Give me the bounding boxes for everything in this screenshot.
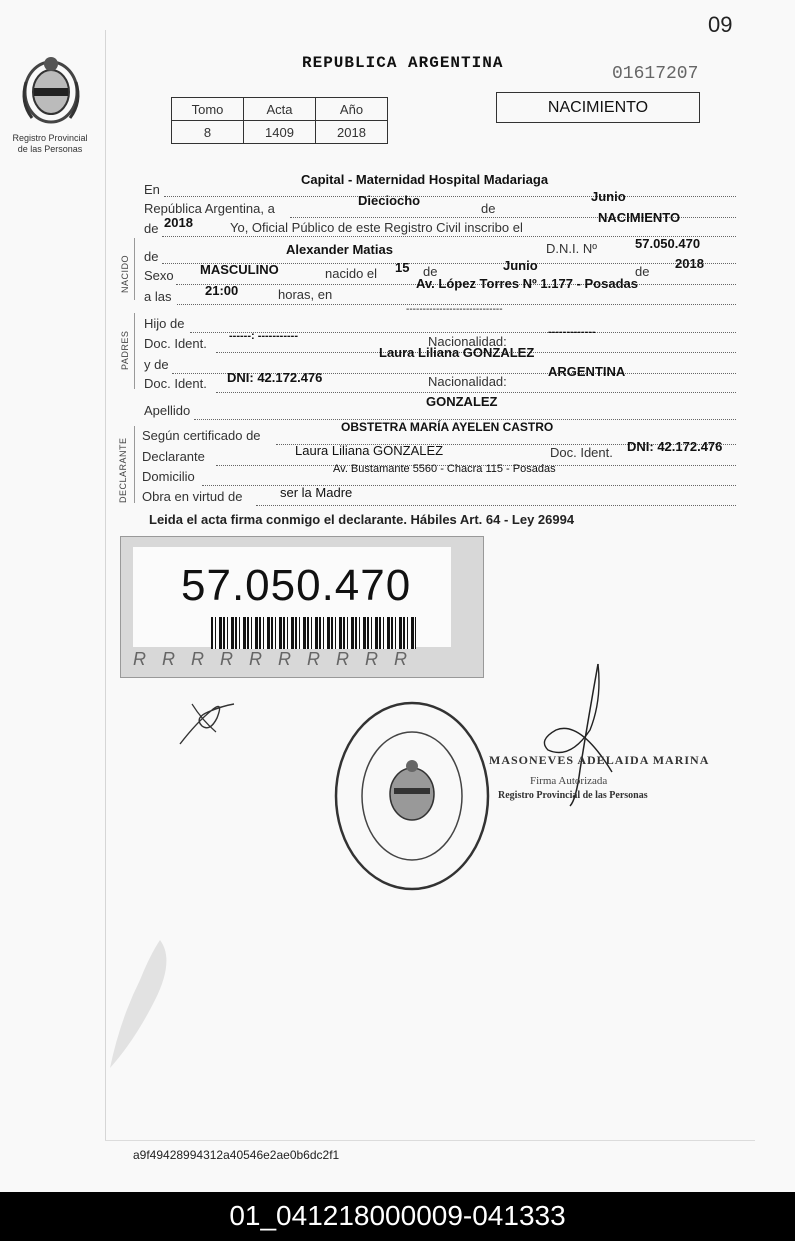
label-de-nacido: de	[144, 249, 159, 264]
footer-filename: 01_041218000009-041333	[229, 1200, 566, 1231]
section-label-declarante: DECLARANTE	[118, 437, 128, 503]
label-nacionalidad2: Nacionalidad:	[428, 374, 507, 389]
value-dni: 57.050.470	[635, 236, 701, 251]
record-type-box: NACIMIENTO	[496, 92, 700, 123]
label-dni: D.N.I. Nº	[546, 241, 597, 256]
label-de3: de	[423, 264, 438, 279]
header-acta: Acta	[244, 98, 316, 121]
label-doc-ident2: Doc. Ident.	[144, 376, 207, 391]
label-y-de: y de	[144, 357, 169, 372]
section-label-nacido: NACIDO	[120, 254, 130, 293]
label-republica: República Argentina, a	[144, 201, 275, 216]
closing-statement: Leida el acta firma conmigo el declarante. Hábiles Art. 64 - Ley 26994	[149, 512, 575, 527]
official-seal-icon	[332, 698, 492, 893]
value-madre-doc: DNI: 42.172.476	[227, 370, 323, 385]
value-mes: Junio	[591, 189, 626, 204]
label-apellido: Apellido	[144, 403, 191, 418]
label-doc-ident1: Doc. Ident.	[144, 336, 207, 351]
province-emblem-icon	[18, 52, 84, 128]
value-anio-nac: 2018	[675, 256, 704, 271]
value-dia-nac: 15	[395, 260, 410, 275]
label-oficial: Yo, Oficial Público de este Registro Civil inscribo el	[230, 220, 523, 235]
registry-table	[171, 97, 388, 144]
value-madre: Laura Liliana GONZALEZ	[379, 345, 535, 360]
value-sexo: MASCULINO	[200, 262, 279, 277]
document-hash: a9f49428994312a40546e2ae0b6dc2f1	[133, 1148, 340, 1162]
value-madre-nac: ARGENTINA	[548, 364, 626, 379]
label-de4: de	[635, 264, 650, 279]
dni-sticker	[120, 536, 484, 678]
value-lugar: Capital - Maternidad Hospital Madariaga	[301, 172, 549, 187]
value-acto: NACIMIENTO	[598, 210, 681, 225]
value-acta: 1409	[244, 121, 316, 144]
section-separator	[134, 426, 135, 503]
logo-caption-line: Registro Provincial	[12, 133, 88, 143]
logo-caption-line: de las Personas	[17, 144, 83, 154]
label-de1: de	[481, 201, 496, 216]
value-domicilio: Av. Bustamante 5560 - Chacra 115 - Posadas	[333, 463, 556, 475]
row-domicilio	[142, 463, 736, 489]
label-hijo-de: Hijo de	[144, 316, 185, 331]
label-segun: Según certificado de	[142, 428, 261, 443]
document-title: REPUBLICA ARGENTINA	[302, 54, 504, 72]
value-obra: ser la Madre	[280, 485, 353, 500]
row-lugar	[144, 172, 736, 200]
row-obra	[142, 485, 736, 509]
label-nacido-el: nacido el	[325, 266, 378, 281]
value-apellido: GONZALEZ	[426, 394, 498, 409]
page-number: 09	[708, 12, 733, 37]
value-declarante: Laura Liliana GONZALEZ	[295, 443, 444, 458]
dni-sticker-panel	[133, 547, 451, 647]
label-horas-en: horas, en	[278, 287, 333, 302]
label-a-las: a las	[144, 289, 172, 304]
registry-value-row	[172, 121, 388, 144]
value-nombre: Alexander Matias	[286, 242, 393, 257]
section-separator	[134, 313, 135, 389]
serial-number: 01617207	[612, 64, 699, 84]
label-sexo: Sexo	[144, 268, 174, 283]
signatory-role: Firma Autorizada	[530, 775, 608, 787]
barcode-icon	[211, 617, 416, 649]
initials-signature-icon	[172, 692, 242, 752]
label-nacionalidad1: Nacionalidad:	[428, 334, 507, 349]
signatory-name: MASONEVES ADELAIDA MARINA	[489, 753, 710, 767]
value-padre-nac: -------------	[548, 326, 596, 338]
dni-sticker-number: 57.050.470	[181, 561, 412, 610]
security-pattern: RRRRRRRRRR	[133, 649, 423, 669]
value-lugar-nac: Av. López Torres Nº 1.177 - Posadas	[416, 276, 638, 291]
header-tomo: Tomo	[172, 98, 244, 121]
value-dia: Dieciocho	[358, 193, 421, 208]
value-mes-nac: Junio	[503, 258, 538, 273]
header-anio: Año	[316, 98, 388, 121]
value-declarante-doc: DNI: 42.172.476	[627, 439, 723, 454]
value-tomo: 8	[172, 121, 244, 144]
scan-smudge	[100, 940, 180, 1070]
value-anio: 2018	[164, 215, 193, 230]
section-separator	[134, 238, 135, 300]
registry-header-row	[172, 98, 388, 121]
bottom-rule	[105, 1140, 755, 1141]
footer-bar	[0, 1192, 795, 1241]
label-en: En	[144, 182, 160, 197]
label-de2: de	[144, 221, 159, 236]
logo-caption	[0, 133, 100, 155]
value-certificado: OBSTETRA MARÍA AYELEN CASTRO	[341, 420, 554, 434]
signatory-organization: Registro Provincial de las Personas	[498, 790, 648, 801]
label-obra: Obra en virtud de	[142, 489, 243, 504]
value-hora: 21:00	[205, 283, 239, 298]
value-padre: -----------------------------	[406, 304, 503, 315]
section-label-padres: PADRES	[120, 330, 130, 370]
label-doc-ident3: Doc. Ident.	[550, 445, 613, 460]
label-domicilio: Domicilio	[142, 469, 195, 484]
value-padre-doc: ------: -----------	[229, 330, 298, 342]
label-declarante: Declarante	[142, 449, 205, 464]
handwritten-signature-icon	[540, 660, 620, 810]
value-anio: 2018	[316, 121, 388, 144]
